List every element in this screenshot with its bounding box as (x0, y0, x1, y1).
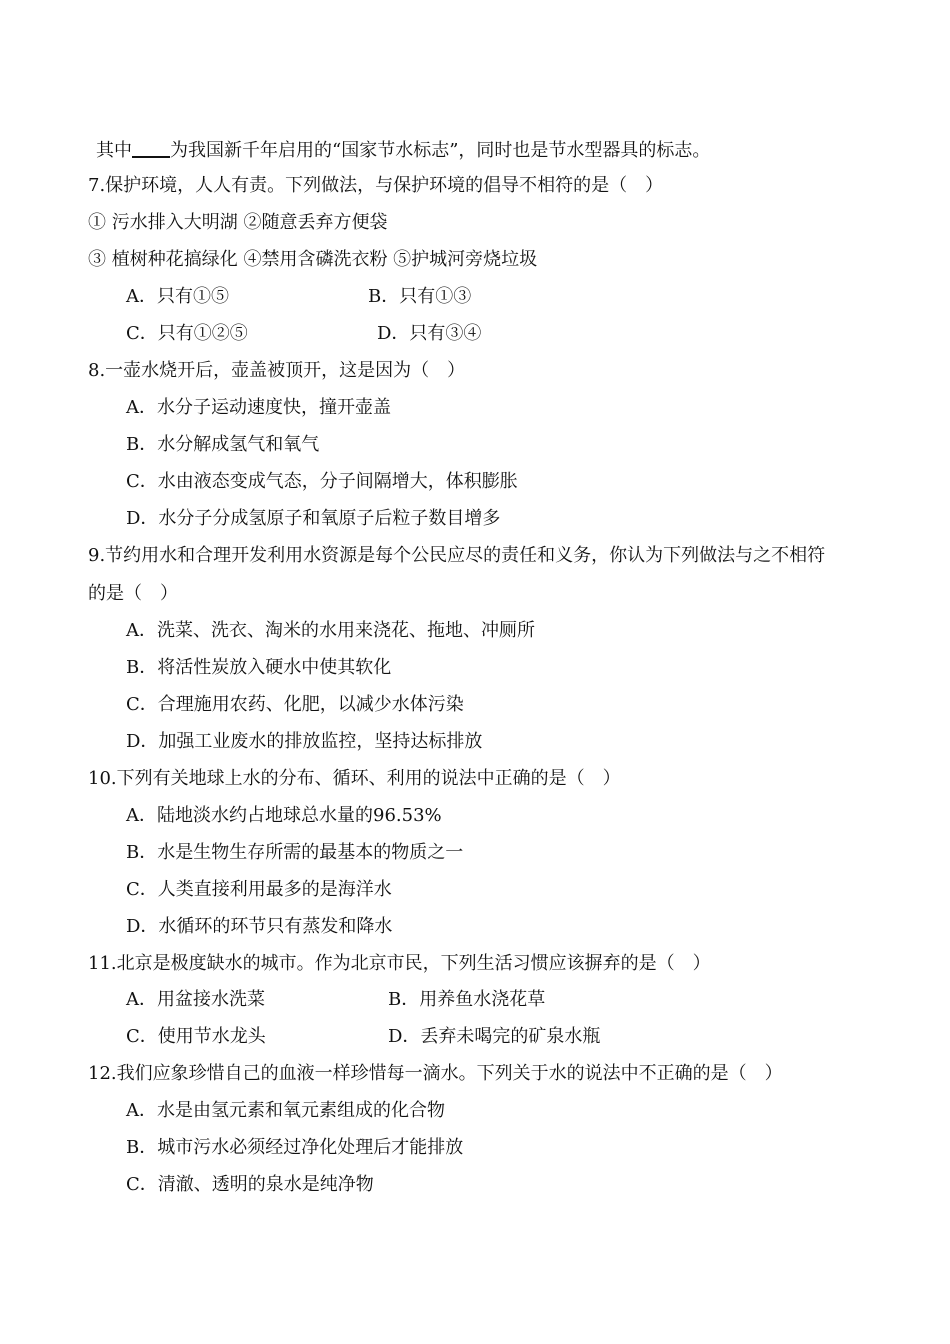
question-9-option-b: B．将活性炭放入硬水中使其软化 (126, 657, 392, 678)
question-12-stem: 12.我们应象珍惜自己的血液一样珍惜每一滴水。下列关于水的说法中不正确的是（ ） (88, 1063, 783, 1084)
question-9-option-a: A．洗菜、洗衣、淘米的水用来浇花、拖地、冲厕所 (126, 620, 535, 641)
question-12-option-a: A．水是由氢元素和氧元素组成的化合物 (126, 1100, 445, 1121)
intro-line (96, 138, 710, 163)
question-7-option-d: D．只有③④ (377, 323, 482, 344)
question-11-option-d: D．丢弃未喝完的矿泉水瓶 (388, 1026, 601, 1047)
question-8-option-b: B．水分解成氢气和氧气 (126, 434, 320, 455)
question-7-option-c: C．只有①②⑤ (126, 323, 248, 344)
intro-suffix: 为我国新千年启用的“国家节水标志”，同时也是节水型器具的标志。 (170, 140, 711, 161)
question-7-item-line-1: ① 污水排入大明湖 ②随意丢弃方便袋 (88, 212, 388, 233)
question-10-option-a: A．陆地淡水约占地球总水量的96.53% (126, 805, 442, 826)
question-9-option-c: C．合理施用农药、化肥，以减少水体污染 (126, 694, 464, 715)
question-10-option-b: B．水是生物生存所需的最基本的物质之一 (126, 842, 464, 863)
question-11-option-c: C．使用节水龙头 (126, 1026, 266, 1047)
question-7-item-line-2: ③ 植树种花搞绿化 ④禁用含磷洗衣粉 ⑤护城河旁烧垃圾 (88, 249, 538, 270)
question-12-option-c: C．清澈、透明的泉水是纯净物 (126, 1174, 374, 1195)
question-12-option-b: B．城市污水必须经过净化处理后才能排放 (126, 1137, 464, 1158)
question-9-stem-line-1: 9.节约用水和合理开发利用水资源是每个公民应尽的责任和义务，你认为下列做法与之不相符 (88, 545, 826, 566)
question-7-option-b: B．只有①③ (368, 286, 472, 307)
question-7-option-a: A．只有①⑤ (126, 286, 229, 307)
question-11-option-b: B．用养鱼水浇花草 (388, 989, 546, 1010)
question-9-option-d: D．加强工业废水的排放监控，坚持达标排放 (126, 731, 483, 752)
question-11-stem: 11.北京是极度缺水的城市。作为北京市民，下列生活习惯应该摒弃的是（ ） (88, 953, 711, 974)
question-10-stem: 10.下列有关地球上水的分布、循环、利用的说法中正确的是（ ） (88, 768, 621, 789)
intro-prefix: 其中 (96, 140, 132, 161)
question-8-option-d: D．水分子分成氢原子和氧原子后粒子数目增多 (126, 508, 501, 529)
answer-blank (132, 138, 170, 158)
question-9-stem-line-2: 的是（ ） (88, 583, 178, 604)
question-10-option-c: C．人类直接利用最多的是海洋水 (126, 879, 392, 900)
question-10-option-d: D．水循环的环节只有蒸发和降水 (126, 916, 393, 937)
question-8-stem: 8.一壶水烧开后，壶盖被顶开，这是因为（ ） (88, 360, 466, 381)
question-11-option-a: A．用盆接水洗菜 (126, 989, 265, 1010)
question-8-option-c: C．水由液态变成气态，分子间隔增大，体积膨胀 (126, 471, 518, 492)
question-8-option-a: A．水分子运动速度快，撞开壶盖 (126, 397, 391, 418)
question-7-stem: 7.保护环境，人人有责。下列做法，与保护环境的倡导不相符的是（ ） (88, 175, 664, 196)
